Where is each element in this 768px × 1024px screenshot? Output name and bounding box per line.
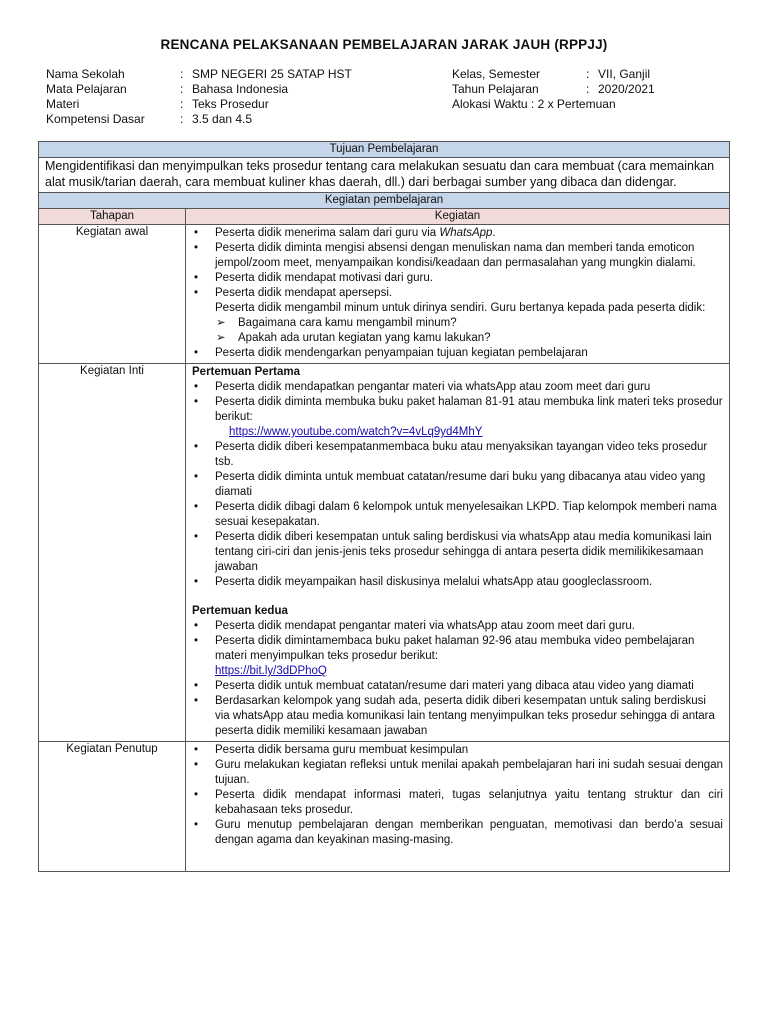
stage-label: Kegiatan awal <box>39 225 186 364</box>
list-item <box>192 575 723 590</box>
row-kegiatan-inti <box>39 364 730 742</box>
info-value: Teks Prosedur <box>192 97 269 111</box>
info-value: Bahasa Indonesia <box>192 82 289 96</box>
kegiatan-heading-row <box>39 193 730 209</box>
item-text: Peserta didik diberi kesempatan untuk saling berdiskusi via whatsApp atau media komunikasi lain tentang ciri-ciri dan jenis-jenis teks prosedur sehingga di antara peserta didik memilikikesamaan jawaban <box>215 531 712 573</box>
list-item <box>192 788 723 818</box>
item-text: Apakah ada urutan kegiatan yang kamu lakukan? <box>238 332 491 344</box>
info-label: Alokasi Waktu : 2 x Pertemuan <box>452 97 616 111</box>
bullet-icon: • <box>194 635 199 647</box>
info-row-tahun-pelajaran <box>452 82 655 97</box>
info-value: VII, Ganjil <box>598 67 651 81</box>
youtube-link[interactable]: https://www.youtube.com/watch?v=4vLq9yd4MhY <box>229 426 483 438</box>
info-sep: : <box>180 97 184 111</box>
info-row-mata-pelajaran <box>46 82 352 97</box>
tujuan-text: Mengidentifikasi dan menyimpulkan teks prosedur tentang cara melakukan sesuatu dan cara membuat (cara memainkan alat musik/tarian daerah, cara membuat kuliner khas daerah, dll.) dari berbagai sumber yang dibaca dan didengar. <box>39 158 730 193</box>
info-row-kelas-semester <box>452 67 655 82</box>
item-text: Peserta didik menerima salam dari guru via <box>215 227 440 239</box>
bullet-icon: • <box>194 396 199 408</box>
info-row-kompetensi-dasar <box>46 112 352 127</box>
item-text: Peserta didik mendapat motivasi dari guru. <box>215 272 433 284</box>
item-text: Peserta didik mendapat informasi materi, tugas selanjutnya yaitu tentang struktur dan ciri kebahasaan teks prosedur. <box>215 789 723 816</box>
info-row-nama-sekolah <box>46 67 352 82</box>
row-kegiatan-penutup <box>39 742 730 872</box>
arrow-bullet-icon: ➢ <box>216 317 226 329</box>
bullet-icon: • <box>194 744 199 756</box>
info-sep: : <box>180 112 184 126</box>
list-item <box>192 500 723 530</box>
activity-cell <box>186 364 730 742</box>
list-item <box>192 271 723 286</box>
tujuan-text-row <box>39 158 730 193</box>
bullet-icon: • <box>194 789 199 801</box>
list-item <box>192 241 723 271</box>
list-item <box>192 694 723 739</box>
info-label: Mata Pelajaran <box>46 82 127 96</box>
info-label: Materi <box>46 97 80 111</box>
question-item <box>192 316 723 331</box>
list-item <box>192 530 723 575</box>
list-item <box>192 380 723 395</box>
bullet-icon: • <box>194 242 199 254</box>
item-text: Peserta didik bersama guru membuat kesimpulan <box>215 744 469 756</box>
item-text: . <box>492 227 496 239</box>
activity-list <box>192 380 723 590</box>
bullet-icon: • <box>194 287 199 299</box>
item-text: Peserta didik mendengarkan penyampaian tujuan kegiatan pembelajaran <box>215 347 588 359</box>
item-text: Peserta didik dibagi dalam 6 kelompok untuk menyelesaikan LKPD. Tiap kelompok memberi nama sesuai kesepakatan. <box>215 501 717 528</box>
stage-label: Kegiatan Inti <box>39 364 186 742</box>
bullet-icon: • <box>194 347 199 359</box>
list-item <box>192 286 723 301</box>
bullet-icon: • <box>194 695 199 707</box>
item-text: Peserta didik diberi kesempatanmembaca buku atau menyaksikan tayangan video teks prosedur tsb. <box>215 441 708 468</box>
tujuan-heading: Tujuan Pembelajaran <box>39 142 730 158</box>
bullet-icon: • <box>194 576 199 588</box>
item-text: Peserta didik untuk membuat catatan/resume dari materi yang dibaca atau video yang diamati <box>215 680 694 692</box>
activity-list <box>192 743 723 848</box>
row-kegiatan-awal <box>39 225 730 364</box>
meeting-title: Pertemuan kedua <box>192 605 288 617</box>
meeting-title: Pertemuan Pertama <box>192 366 301 378</box>
info-label: Nama Sekolah <box>46 67 125 81</box>
list-item <box>192 634 723 679</box>
list-item <box>192 818 723 848</box>
spacer <box>192 590 723 604</box>
item-text: Bagaimana cara kamu mengambil minum? <box>238 317 457 329</box>
question-list <box>192 316 723 346</box>
info-value: 2020/2021 <box>598 82 655 96</box>
item-text: Berdasarkan kelompok yang sudah ada, peserta didik diberi kesempatan untuk saling berdiskusi via whatsApp atau media komunikasi lain tentang menyimpulkan teks prosedur sehingga di antara peserta didik memiliki kesamaan jawaban <box>215 695 715 737</box>
info-label: Kompetensi Dasar <box>46 112 145 126</box>
list-item <box>192 346 723 361</box>
info-row-alokasi-waktu <box>452 97 655 112</box>
info-right <box>452 67 655 112</box>
activity-cell <box>186 742 730 872</box>
info-sep: : <box>586 82 590 96</box>
bitly-link[interactable]: https://bit.ly/3dDPhoQ <box>215 665 327 677</box>
info-sep: : <box>180 67 184 81</box>
bullet-icon: • <box>194 680 199 692</box>
bullet-icon: • <box>194 441 199 453</box>
list-item <box>192 226 723 241</box>
list-item <box>192 619 723 634</box>
item-text: Peserta didik mendapat pengantar materi via whatsApp atau zoom meet dari guru. <box>215 620 635 632</box>
list-item <box>192 758 723 788</box>
info-value: 3.5 dan 4.5 <box>192 112 253 126</box>
item-text: Peserta didik diminta untuk membuat catatan/resume dari buku yang dibacanya atau video yang diamati <box>215 471 706 498</box>
activity-list <box>192 346 723 361</box>
document-title: RENCANA PELAKSANAAN PEMBELAJARAN JARAK JAUH (RPPJJ) <box>160 37 608 52</box>
item-continuation: Peserta didik mengambil minum untuk dirinya sendiri. Guru bertanya kepada pada peserta didik: <box>215 302 706 314</box>
col-header-kegiatan: Kegiatan <box>186 209 730 225</box>
list-item <box>192 440 723 470</box>
bullet-icon: • <box>194 759 199 771</box>
bullet-icon: • <box>194 227 199 239</box>
link-wrap <box>215 664 723 679</box>
info-sep: : <box>586 67 590 81</box>
item-text: Peserta didik diminta mengisi absensi dengan menuliskan nama dan memberi tanda emoticon jempol/zoom meet, menyampaikan kondisi/keadaan dan permasalahan yang mungkin dialami. <box>215 242 696 269</box>
list-item <box>192 470 723 500</box>
bullet-icon: • <box>194 381 199 393</box>
info-left <box>46 67 352 127</box>
bullet-icon: • <box>194 471 199 483</box>
item-text-italic: WhatsApp <box>439 227 493 239</box>
activity-cell <box>186 225 730 364</box>
info-label: Kelas, Semester <box>452 67 541 81</box>
activity-list <box>192 226 723 301</box>
tujuan-heading-row <box>39 142 730 158</box>
info-row-materi <box>46 97 352 112</box>
rppjj-table <box>38 141 730 872</box>
stage-label: Kegiatan Penutup <box>39 742 186 872</box>
column-header-row <box>39 209 730 225</box>
list-item <box>192 679 723 694</box>
item-text: Peserta didik mendapatkan pengantar materi via whatsApp atau zoom meet dari guru <box>215 381 651 393</box>
info-sep: : <box>180 82 184 96</box>
item-text: Guru menutup pembelajaran dengan memberikan penguatan, memotivasi dan berdo’a sesuai dengan agama dan keyakinan masing-masing. <box>215 819 723 846</box>
list-item <box>192 743 723 758</box>
bullet-icon: • <box>194 620 199 632</box>
info-label: Tahun Pelajaran <box>452 82 539 96</box>
bullet-icon: • <box>194 272 199 284</box>
col-header-tahapan: Tahapan <box>39 209 186 225</box>
item-text: Guru melakukan kegiatan refleksi untuk menilai apakah pembelajaran hari ini sudah sesuai dengan tujuan. <box>215 759 723 786</box>
question-item <box>192 331 723 346</box>
item-text: Peserta didik meyampaikan hasil diskusinya melalui whatsApp atau googleclassroom. <box>215 576 653 588</box>
activity-list <box>192 619 723 739</box>
bullet-icon: • <box>194 501 199 513</box>
info-value: SMP NEGERI 25 SATAP HST <box>192 67 352 81</box>
bullet-icon: • <box>194 531 199 543</box>
item-text: Peserta didik diminta membuka buku paket halaman 81-91 atau membuka link materi teks prosedur berikut: <box>215 396 723 423</box>
link-wrap <box>215 425 723 440</box>
item-text: Peserta didik mendapat apersepsi. <box>215 287 393 299</box>
arrow-bullet-icon: ➢ <box>216 332 226 344</box>
kegiatan-heading: Kegiatan pembelajaran <box>39 193 730 209</box>
list-item <box>192 395 723 440</box>
item-text: Peserta didik dimintamembaca buku paket halaman 92-96 atau membuka video pembelajaran materi menyimpulkan teks prosedur berikut: <box>215 635 695 662</box>
bullet-icon: • <box>194 819 199 831</box>
